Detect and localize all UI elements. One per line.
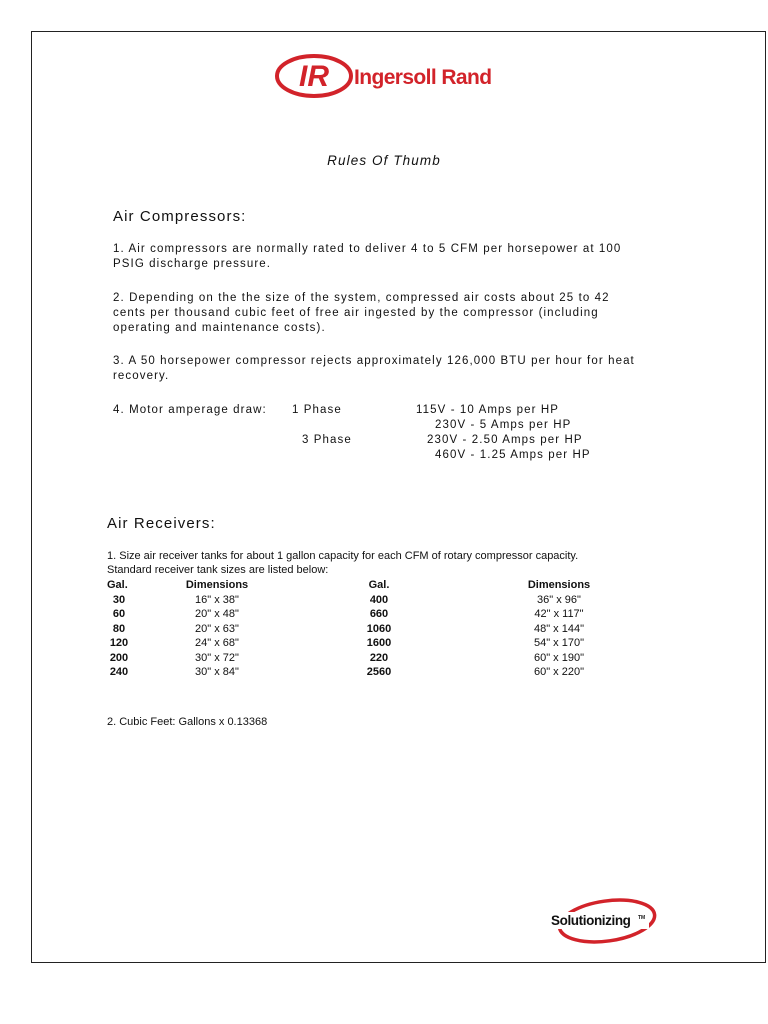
receivers-p1-line2: Standard receiver tank sizes are listed below: (107, 564, 329, 576)
air-receivers-heading: Air Receivers: (107, 515, 216, 532)
page-title: Rules Of Thumb (327, 153, 441, 168)
solutionizing-logo-icon (549, 895, 661, 947)
row-1-gal-2: 400 (369, 594, 389, 606)
phase-1-value-2: 230V - 5 Amps per HP (435, 419, 572, 431)
row-1-dimensions: 16" x 38" (195, 594, 239, 606)
table-header-dimensions: Dimensions (185, 579, 249, 591)
row-6-dimensions-2: 60" x 220" (533, 666, 584, 678)
solutionizing-text: Solutionizing (551, 913, 631, 928)
compressors-p3-line1: 3. A 50 horsepower compressor rejects approximately 126,000 BTU per hour for heat (113, 355, 635, 367)
compressors-p2-line2: cents per thousand cubic feet of free air ingested by the compressor (including (113, 307, 599, 319)
row-6-dimensions: 30" x 84" (195, 666, 239, 678)
row-2-gal-2: 660 (369, 608, 389, 620)
table-header-gal: Gal. (107, 579, 128, 591)
phase-1-label: 1 Phase (292, 404, 342, 416)
row-2-dimensions-2: 42" x 117" (534, 608, 584, 620)
compressors-p2-line3: operating and maintenance costs). (113, 322, 326, 334)
ingersoll-rand-logo-icon (274, 53, 354, 99)
row-5-dimensions-2: 60" x 190" (533, 652, 584, 664)
table-header-dimensions-2: Dimensions (527, 579, 591, 591)
row-1-dimensions-2: 36" x 96" (537, 594, 581, 606)
compressors-p1-line1: 1. Air compressors are normally rated to deliver 4 to 5 CFM per horsepower at 100 (113, 243, 622, 255)
row-5-gal: 200 (109, 652, 129, 664)
trademark-text: TM (638, 915, 646, 921)
row-3-dimensions: 20" x 63" (195, 623, 239, 635)
compressors-p3-line2: recovery. (113, 370, 170, 382)
row-1-gal: 30 (112, 594, 126, 606)
row-4-dimensions-2: 54" x 170" (533, 637, 584, 649)
brand-name: Ingersoll Rand (354, 66, 492, 89)
row-4-gal-2: 1600 (366, 637, 392, 649)
phase-3-value-2: 460V - 1.25 Amps per HP (435, 449, 591, 461)
phase-3-value-1: 230V - 2.50 Amps per HP (427, 434, 583, 446)
page-border (31, 31, 766, 963)
table-header-gal-2: Gal. (368, 579, 390, 591)
row-3-dimensions-2: 48" x 144" (533, 623, 584, 635)
phase-1-value-1: 115V - 10 Amps per HP (416, 404, 560, 416)
air-compressors-heading: Air Compressors: (113, 208, 247, 225)
compressors-p1-line2: PSIG discharge pressure. (113, 258, 272, 270)
row-4-dimensions: 24" x 68" (195, 637, 239, 649)
compressors-p2-line1: 2. Depending on the the size of the system, compressed air costs about 25 to 42 (113, 292, 610, 304)
row-5-dimensions: 30" x 72" (195, 652, 239, 664)
motor-amperage-label: 4. Motor amperage draw: (113, 404, 267, 416)
row-5-gal-2: 220 (369, 652, 389, 664)
row-6-gal-2: 2560 (366, 666, 392, 678)
row-2-dimensions: 20" x 48" (195, 608, 239, 620)
phase-3-label: 3 Phase (302, 434, 352, 446)
row-3-gal-2: 1060 (366, 623, 392, 635)
brand-mark: IR (299, 60, 329, 93)
row-2-gal: 60 (112, 608, 126, 620)
row-4-gal: 120 (109, 637, 129, 649)
row-3-gal: 80 (112, 623, 126, 635)
receivers-p2: 2. Cubic Feet: Gallons x 0.13368 (107, 716, 268, 728)
receivers-p1-line1: 1. Size air receiver tanks for about 1 gallon capacity for each CFM of rotary compressor capacity. (107, 550, 579, 562)
row-6-gal: 240 (109, 666, 129, 678)
